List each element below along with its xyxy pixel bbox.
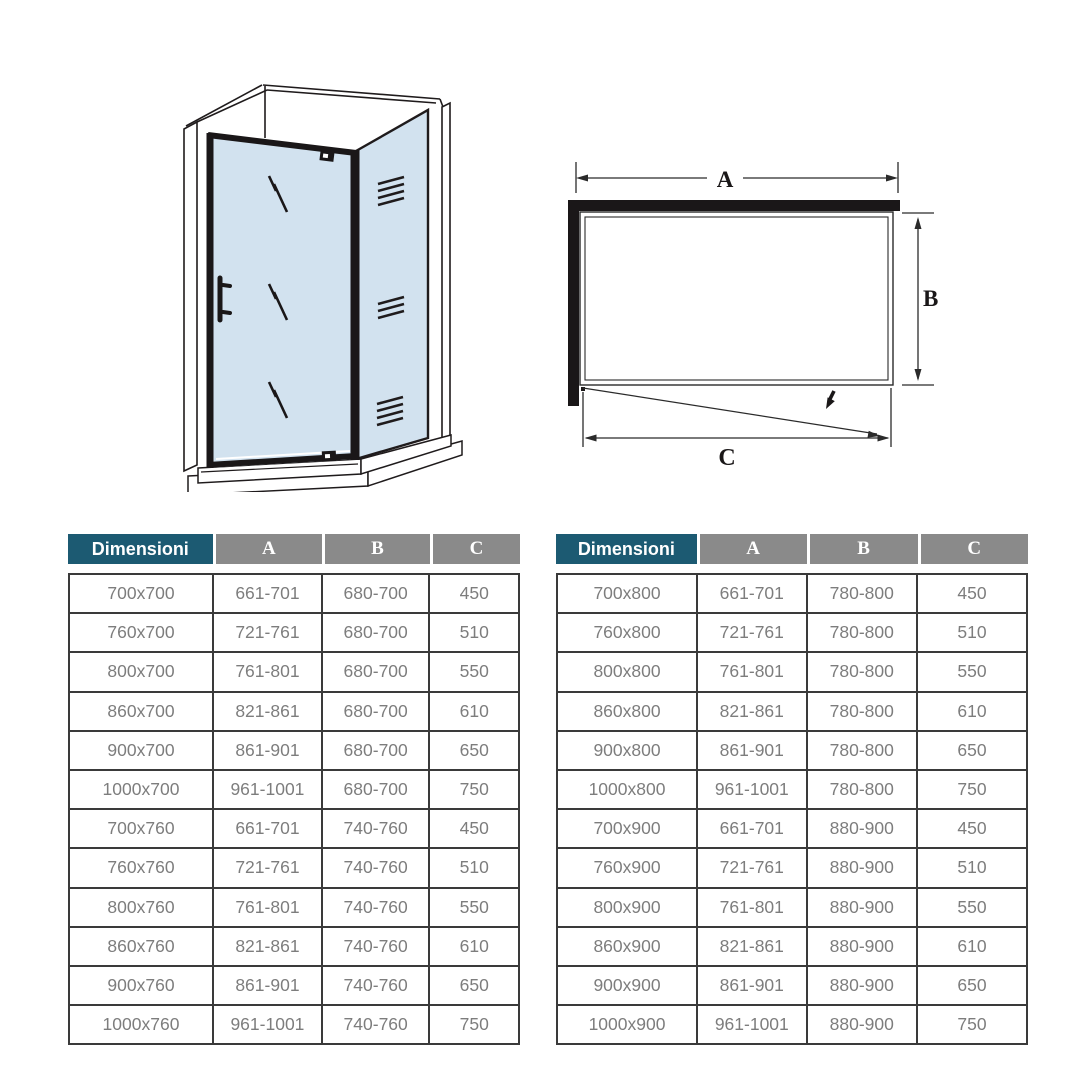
dimensions-column-header: Dimensioni bbox=[556, 534, 697, 564]
table-row bbox=[557, 770, 1027, 809]
table-row bbox=[69, 966, 519, 1005]
dimensions-table-right bbox=[556, 534, 1028, 1045]
table-cell: 661-701 bbox=[213, 574, 322, 613]
table-row bbox=[69, 652, 519, 691]
table-cell: 821-861 bbox=[697, 692, 807, 731]
table-cell: 680-700 bbox=[322, 652, 430, 691]
table-cell: 661-701 bbox=[213, 809, 322, 848]
table-cell: 750 bbox=[429, 1005, 519, 1044]
table-cell: 860x700 bbox=[69, 692, 213, 731]
table-cell: 761-801 bbox=[697, 652, 807, 691]
table-cell: 680-700 bbox=[322, 613, 430, 652]
table-cell: 760x760 bbox=[69, 848, 213, 887]
column-header-a: A bbox=[216, 534, 322, 564]
table-cell: 961-1001 bbox=[213, 770, 322, 809]
dim-label-a: A bbox=[716, 167, 734, 192]
table-header-row bbox=[556, 534, 1028, 564]
table-body bbox=[556, 573, 1028, 1045]
table-cell: 880-900 bbox=[807, 848, 917, 887]
table-cell: 861-901 bbox=[697, 966, 807, 1005]
table-cell: 750 bbox=[917, 1005, 1027, 1044]
table-cell: 700x900 bbox=[557, 809, 697, 848]
table-cell: 1000x700 bbox=[69, 770, 213, 809]
column-header-c: C bbox=[921, 534, 1028, 564]
table-row bbox=[69, 574, 519, 613]
table-cell: 760x700 bbox=[69, 613, 213, 652]
table-cell: 961-1001 bbox=[213, 1005, 322, 1044]
table-cell: 721-761 bbox=[697, 848, 807, 887]
table-cell: 700x700 bbox=[69, 574, 213, 613]
table-row bbox=[69, 731, 519, 770]
table-cell: 510 bbox=[429, 613, 519, 652]
pivot-door bbox=[208, 133, 356, 468]
table-cell: 610 bbox=[917, 692, 1027, 731]
top-view-dimension-diagram bbox=[555, 130, 975, 470]
table-cell: 761-801 bbox=[213, 888, 322, 927]
table-cell: 550 bbox=[917, 888, 1027, 927]
table-cell: 550 bbox=[429, 652, 519, 691]
table-cell: 861-901 bbox=[697, 731, 807, 770]
dimension-c bbox=[583, 388, 891, 447]
dim-label-c: C bbox=[718, 445, 736, 470]
table-cell: 750 bbox=[917, 770, 1027, 809]
table-row bbox=[557, 692, 1027, 731]
column-header-b: B bbox=[810, 534, 918, 564]
table-cell: 721-761 bbox=[213, 848, 322, 887]
table-row bbox=[69, 613, 519, 652]
table-row bbox=[69, 848, 519, 887]
table-cell: 780-800 bbox=[807, 574, 917, 613]
side-glass-panel bbox=[356, 110, 428, 459]
table-cell: 821-861 bbox=[697, 927, 807, 966]
table-cell: 961-1001 bbox=[697, 1005, 807, 1044]
table-cell: 680-700 bbox=[322, 692, 430, 731]
table-cell: 450 bbox=[917, 574, 1027, 613]
table-row bbox=[69, 809, 519, 848]
table-cell: 740-760 bbox=[322, 848, 430, 887]
table-cell: 780-800 bbox=[807, 692, 917, 731]
table-header-row bbox=[68, 534, 520, 564]
shower-enclosure-isometric-diagram bbox=[170, 72, 480, 492]
table-cell: 760x800 bbox=[557, 613, 697, 652]
column-header-b: B bbox=[325, 534, 430, 564]
table-cell: 900x760 bbox=[69, 966, 213, 1005]
table-cell: 800x700 bbox=[69, 652, 213, 691]
table-cell: 800x760 bbox=[69, 888, 213, 927]
table-cell: 780-800 bbox=[807, 770, 917, 809]
table-cell: 650 bbox=[917, 731, 1027, 770]
table-cell: 650 bbox=[429, 966, 519, 1005]
table-row bbox=[557, 1005, 1027, 1044]
table-cell: 450 bbox=[917, 809, 1027, 848]
table-cell: 510 bbox=[917, 613, 1027, 652]
table-cell: 780-800 bbox=[807, 652, 917, 691]
table-row bbox=[557, 731, 1027, 770]
table-row bbox=[69, 770, 519, 809]
table-cell: 680-700 bbox=[322, 770, 430, 809]
walls bbox=[568, 200, 900, 406]
table-cell: 800x800 bbox=[557, 652, 697, 691]
pivot-hinge-top bbox=[319, 150, 334, 162]
right-wall bbox=[442, 103, 450, 445]
table-row bbox=[557, 574, 1027, 613]
table-cell: 821-861 bbox=[213, 927, 322, 966]
table-cell: 740-760 bbox=[322, 888, 430, 927]
table-cell: 880-900 bbox=[807, 888, 917, 927]
table-cell: 740-760 bbox=[322, 809, 430, 848]
table-row bbox=[69, 888, 519, 927]
table-cell: 700x760 bbox=[69, 809, 213, 848]
table-cell: 650 bbox=[917, 966, 1027, 1005]
column-header-c: C bbox=[433, 534, 520, 564]
table-cell: 650 bbox=[429, 731, 519, 770]
table-cell: 610 bbox=[429, 927, 519, 966]
table-row bbox=[557, 652, 1027, 691]
table-cell: 880-900 bbox=[807, 809, 917, 848]
table-cell: 761-801 bbox=[213, 652, 322, 691]
table-cell: 900x900 bbox=[557, 966, 697, 1005]
table-cell: 860x800 bbox=[557, 692, 697, 731]
table-row bbox=[69, 927, 519, 966]
table-cell: 721-761 bbox=[697, 613, 807, 652]
left-wall bbox=[184, 122, 197, 471]
table-cell: 740-760 bbox=[322, 966, 430, 1005]
dimensions-column-header: Dimensioni bbox=[68, 534, 213, 564]
table-row bbox=[557, 613, 1027, 652]
table-cell: 900x700 bbox=[69, 731, 213, 770]
table-cell: 760x900 bbox=[557, 848, 697, 887]
table-cell: 880-900 bbox=[807, 927, 917, 966]
table-body bbox=[68, 573, 520, 1045]
table-cell: 761-801 bbox=[697, 888, 807, 927]
table-cell: 721-761 bbox=[213, 613, 322, 652]
table-cell: 680-700 bbox=[322, 574, 430, 613]
table-cell: 740-760 bbox=[322, 927, 430, 966]
table-cell: 861-901 bbox=[213, 731, 322, 770]
table-cell: 661-701 bbox=[697, 809, 807, 848]
table-cell: 880-900 bbox=[807, 1005, 917, 1044]
table-cell: 450 bbox=[429, 574, 519, 613]
table-cell: 780-800 bbox=[807, 731, 917, 770]
dimension-a bbox=[576, 162, 898, 193]
table-cell: 1000x800 bbox=[557, 770, 697, 809]
door-swing bbox=[583, 388, 880, 438]
table-cell: 800x900 bbox=[557, 888, 697, 927]
table-cell: 510 bbox=[429, 848, 519, 887]
table-cell: 661-701 bbox=[697, 574, 807, 613]
table-cell: 821-861 bbox=[213, 692, 322, 731]
table-cell: 550 bbox=[429, 888, 519, 927]
pivot-hinge-bottom bbox=[322, 451, 337, 462]
table-cell: 680-700 bbox=[322, 731, 430, 770]
table-row bbox=[557, 966, 1027, 1005]
table-cell: 550 bbox=[917, 652, 1027, 691]
table-cell: 450 bbox=[429, 809, 519, 848]
table-cell: 750 bbox=[429, 770, 519, 809]
table-cell: 1000x900 bbox=[557, 1005, 697, 1044]
dimensions-table-left bbox=[68, 534, 520, 1045]
table-cell: 780-800 bbox=[807, 613, 917, 652]
table-cell: 861-901 bbox=[213, 966, 322, 1005]
column-header-a: A bbox=[700, 534, 807, 564]
dim-label-b: B bbox=[923, 286, 939, 311]
table-cell: 900x800 bbox=[557, 731, 697, 770]
table-cell: 740-760 bbox=[322, 1005, 430, 1044]
table-cell: 510 bbox=[917, 848, 1027, 887]
table-cell: 610 bbox=[429, 692, 519, 731]
table-cell: 860x760 bbox=[69, 927, 213, 966]
table-cell: 860x900 bbox=[557, 927, 697, 966]
table-row bbox=[557, 888, 1027, 927]
table-row bbox=[557, 809, 1027, 848]
enclosure-outline bbox=[580, 212, 893, 391]
table-cell: 700x800 bbox=[557, 574, 697, 613]
table-row bbox=[69, 692, 519, 731]
table-cell: 610 bbox=[917, 927, 1027, 966]
table-row bbox=[69, 1005, 519, 1044]
table-cell: 1000x760 bbox=[69, 1005, 213, 1044]
table-cell: 880-900 bbox=[807, 966, 917, 1005]
table-cell: 961-1001 bbox=[697, 770, 807, 809]
table-row bbox=[557, 927, 1027, 966]
table-row bbox=[557, 848, 1027, 887]
